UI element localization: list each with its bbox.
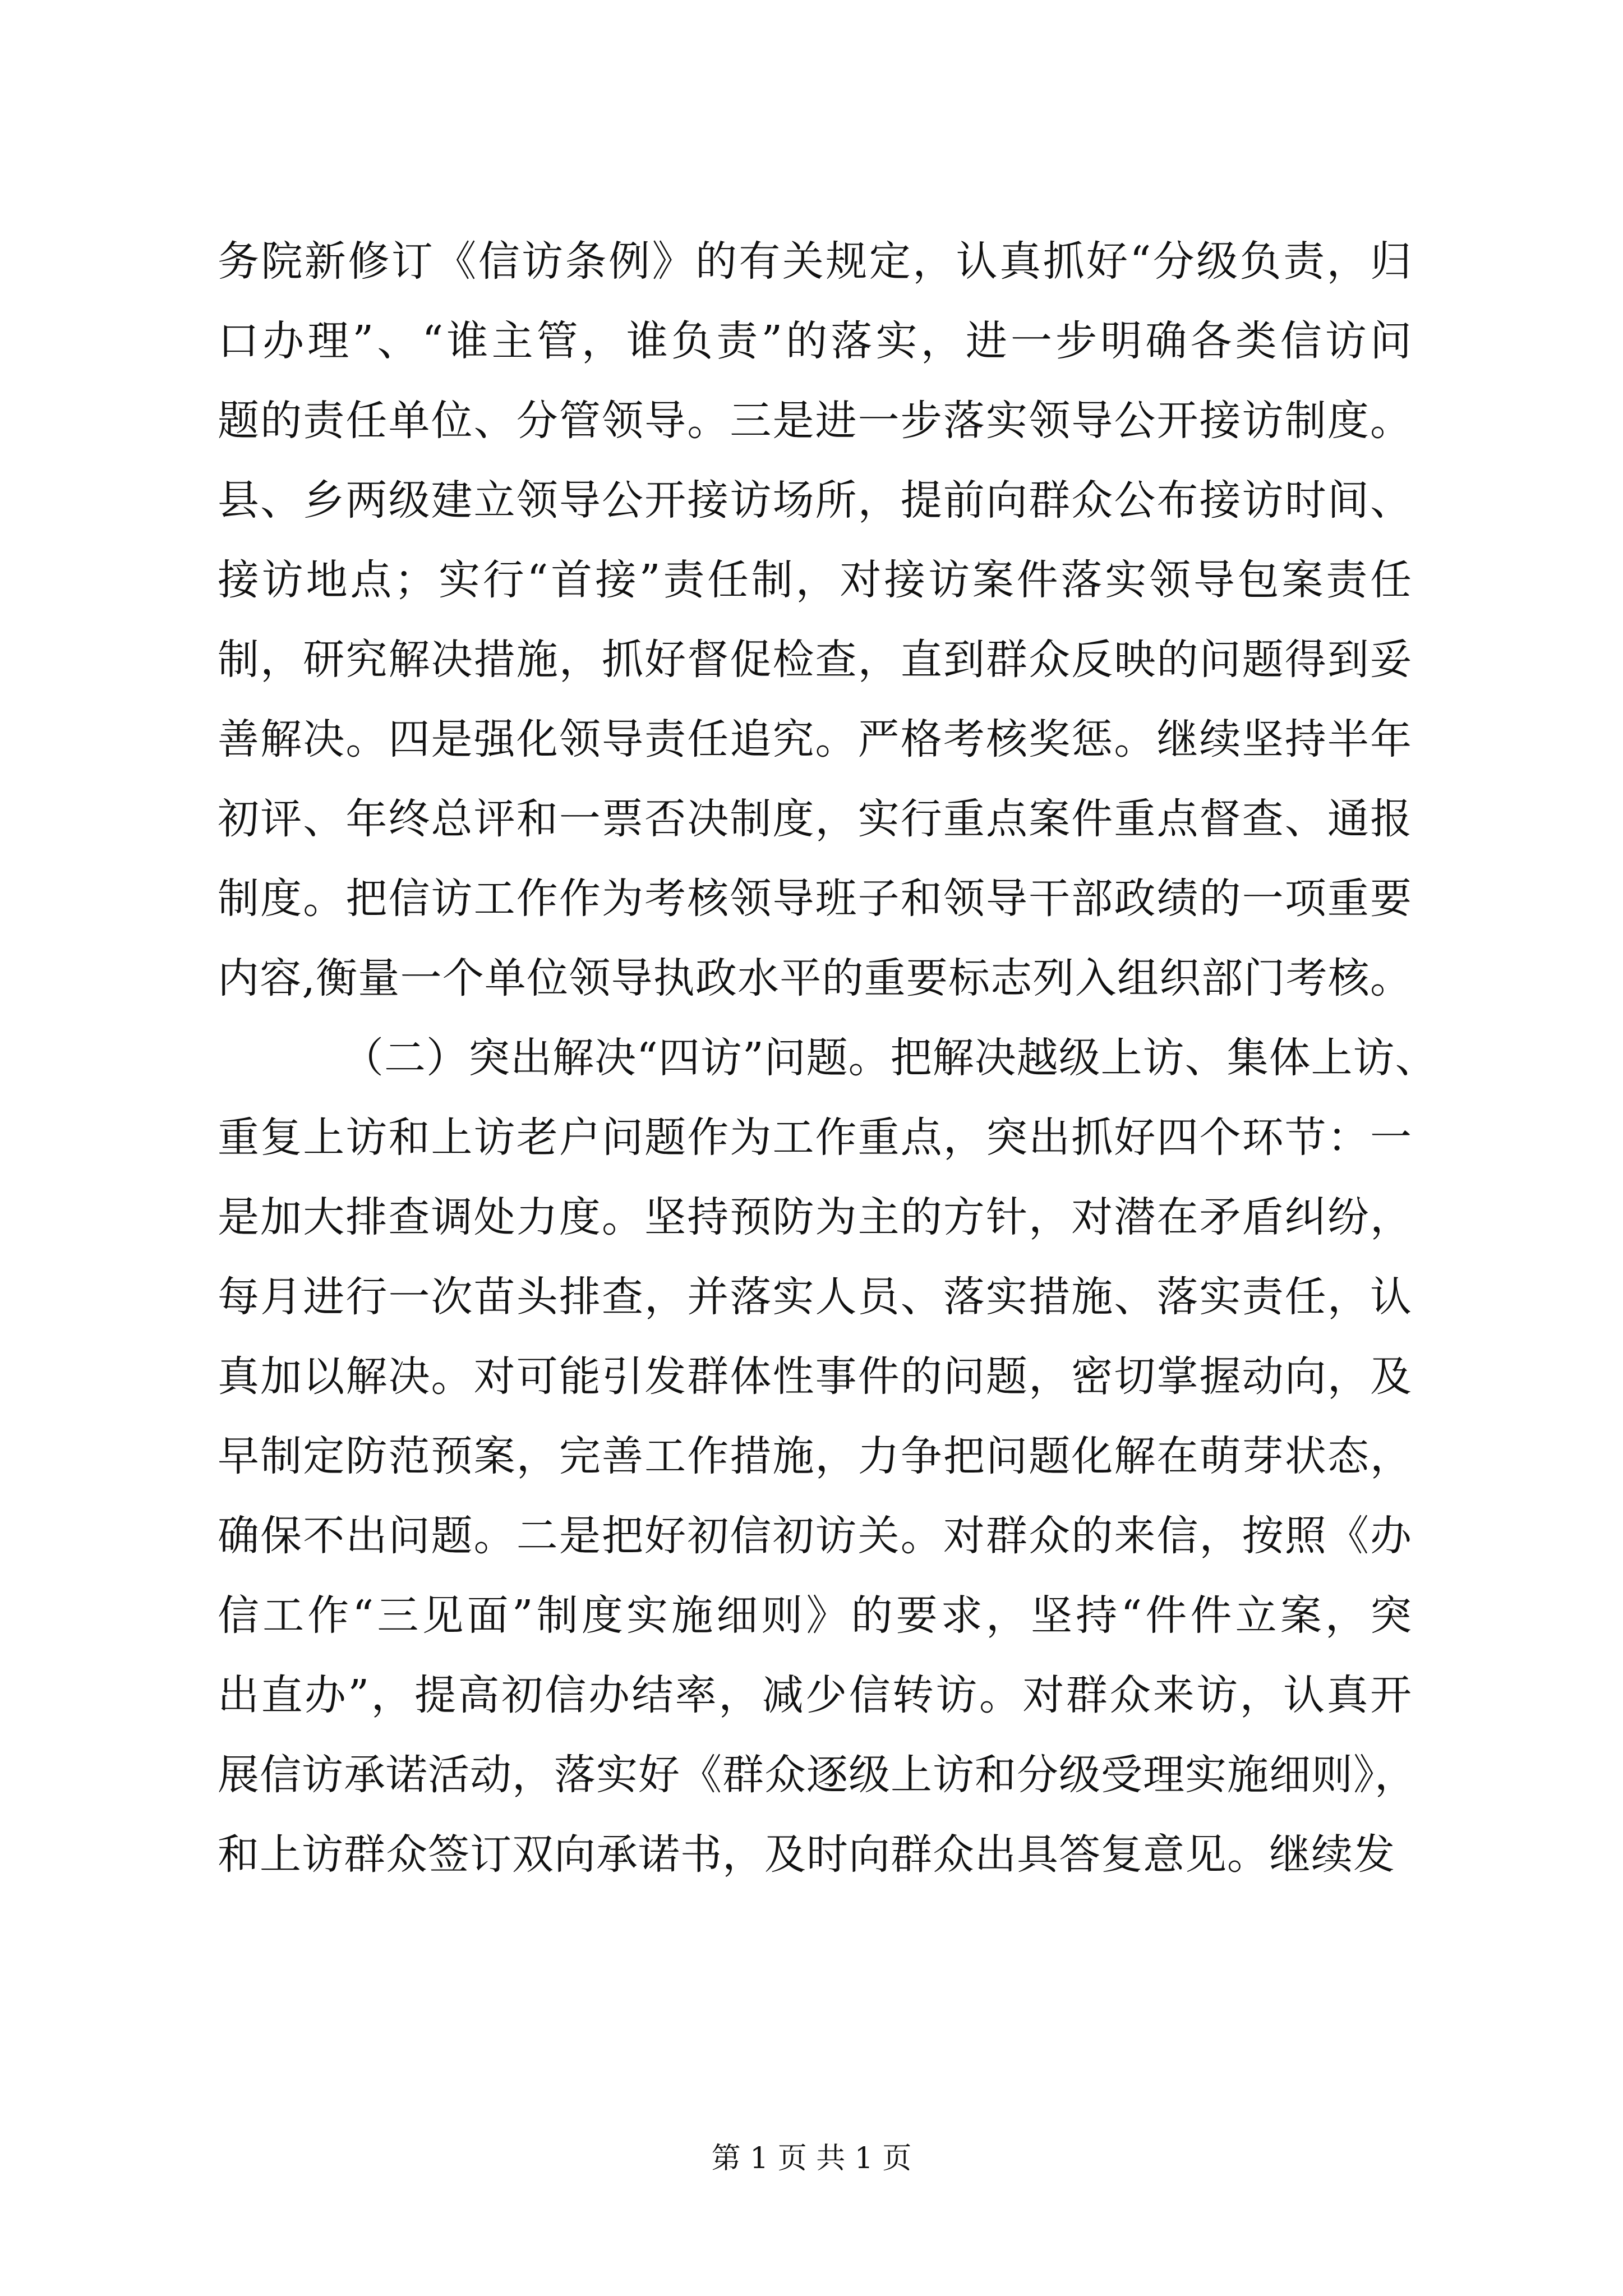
- text-line: 每月进行一次苗头排查，并落实人员、落实措施、落实责任，认: [218, 1273, 1412, 1321]
- text-line: 和上访群众签订双向承诺书，及时向群众出具答复意见。继续发: [218, 1830, 1395, 1879]
- text-line: 口办理”、“谁主管，谁负责”的落实，进一步明确各类信访问: [218, 317, 1412, 365]
- text-line: 是加大排查调处力度。坚持预防为主的方针，对潜在矛盾纠纷，: [218, 1193, 1412, 1241]
- text-line: 早制定防范预案，完善工作措施，力争把问题化解在萌芽状态，: [218, 1432, 1412, 1480]
- text-line: 重复上访和上访老户问题作为工作重点，突出抓好四个环节：一: [218, 1114, 1412, 1162]
- text-line: 初评、年终总评和一票否决制度，实行重点案件重点督查、通报: [218, 795, 1412, 843]
- text-line: 展信访承诺活动，落实好《群众逐级上访和分级受理实施细则》，: [218, 1751, 1417, 1799]
- text-line: 善解决。四是强化领导责任追究。严格考核奖惩。继续坚持半年: [218, 715, 1412, 763]
- document-body: [218, 222, 1437, 1894]
- text-line: 出直办”，提高初信办结率，减少信转访。对群众来访，认真开: [218, 1671, 1412, 1719]
- paragraph-start-line: （二）突出解决“四访”问题。把解决越级上访、集体上访、: [342, 1034, 1437, 1082]
- text-line: 接访地点；实行“首接”责任制，对接访案件落实领导包案责任: [218, 556, 1412, 604]
- text-line: 制度。把信访工作作为考核领导班子和领导干部政绩的一项重要: [218, 875, 1412, 923]
- text-line: 题的责任单位、分管领导。三是进一步落实领导公开接访制度。: [218, 397, 1412, 445]
- text-line: 制，研究解决措施，抓好督促检查，直到群众反映的问题得到妥: [218, 636, 1412, 684]
- text-line: 真加以解决。对可能引发群体性事件的问题，密切掌握动向，及: [218, 1352, 1412, 1401]
- text-line: 务院新修订《信访条例》的有关规定，认真抓好“分级负责，归: [218, 237, 1412, 286]
- text-line: 内容,衡量一个单位领导执政水平的重要标志列入组织部门考核。: [218, 954, 1412, 1002]
- page-number-footer: 第 1 页 共 1 页: [711, 2142, 912, 2175]
- text-line: 县、乡两级建立领导公开接访场所，提前向群众公布接访时间、: [218, 476, 1412, 524]
- text-line: 信工作“三见面”制度实施细则》的要求，坚持“件件立案，突: [218, 1591, 1412, 1640]
- text-line: 确保不出问题。二是把好初信初访关。对群众的来信，按照《办: [218, 1512, 1412, 1560]
